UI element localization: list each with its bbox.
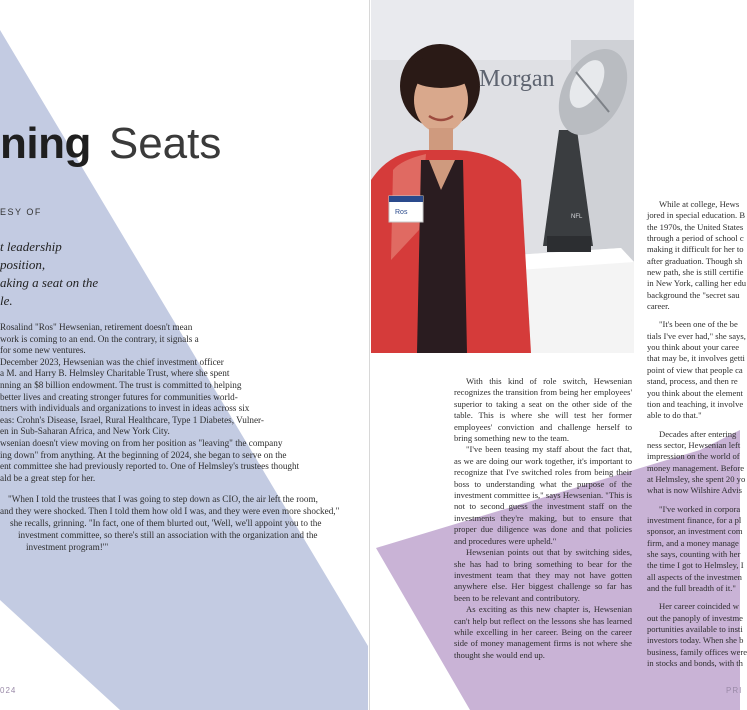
body-line: December 2023, Hewsenian was the chief investment officer [0, 356, 224, 367]
body-line: wsenian doesn't view moving on from her position as "leaving" the company [0, 437, 283, 448]
col-line: all aspects of the investmen [647, 571, 742, 582]
col-line: money management. Before [647, 462, 745, 473]
col-line: the 1970s, the United States [647, 221, 744, 232]
col-line: new path, she is still certifie [647, 267, 744, 278]
quote-line: "When I told the trustees that I was going to step down as CIO, the air left the room, [8, 494, 318, 504]
col-line: after graduation. Though sh [647, 255, 743, 266]
col-line: background the "secret sau [647, 289, 740, 300]
article-deck [0, 238, 110, 310]
body-line: eas: Crohn's Disease, Israel, Rural Healthcare, Type 1 Diabetes, Vulner- [0, 414, 264, 425]
deck-line: aking a seat on the [0, 275, 99, 290]
col-line: "I've worked in corpora [659, 503, 741, 514]
col-line: business, family offices were [647, 646, 747, 657]
body-line: nning an $8 billion endowment. The trust is committed to helping [0, 379, 242, 390]
photo-credit: ESY OF [0, 207, 42, 217]
col-line: you think about your caree [647, 342, 740, 353]
page-gutter [369, 0, 370, 710]
photo-illustration [371, 0, 634, 353]
col-line: making it difficult for her to [647, 244, 744, 255]
col-line: firm, and a money manage [647, 537, 739, 548]
col-line: While at college, Hews [659, 199, 740, 209]
col-line: jored in special education. B [647, 210, 746, 221]
deck-line: t leadership position, [0, 239, 62, 272]
portrait-photo [371, 0, 634, 353]
col-line: stand, process, and then re [647, 376, 738, 387]
middle-column-text [454, 376, 632, 661]
name-badge-text: Ros [395, 209, 408, 216]
col-line: Decades after entering [659, 428, 737, 439]
left-body-text [0, 322, 300, 484]
col-line: sponsor, an investment com [647, 526, 743, 537]
col-line: in stocks and bonds, with th [647, 658, 743, 669]
page-number-right: PRI [726, 686, 743, 695]
body-line: tners with individuals and organizations to invest in ideas across six [0, 403, 250, 414]
col-line: Her career coincided w [659, 601, 739, 612]
quote-line: and they were shocked. Then I told them how old I was, and they were even more shocked," [0, 506, 340, 516]
body-line: en in Sub-Saharan Africa, and New York City. [0, 426, 170, 437]
headline-bold: ning [0, 119, 91, 168]
col-line: that may be, it involves getti [647, 353, 745, 364]
col-line: and the full breadth of it." [647, 583, 736, 593]
col-line: through a period of school c [647, 233, 744, 244]
body-line: Rosalind "Ros" Hewsenian, retirement doesn't mean [0, 322, 193, 332]
paragraph: Hewsenian points out that by switching sides, she has had to bring something to bear for the investment team that they may not have gotten anywhere else. Her biggest challenge so far has been to be relevant and contributory. [454, 547, 632, 603]
col-line: investors today. When she b [647, 635, 744, 646]
col-line: you think about the element [647, 387, 743, 398]
col-line: tials I've ever had," she says, [647, 330, 746, 341]
col-line: at Helmsley, she spent 20 yo [647, 473, 746, 484]
col-line: "It's been one of the be [659, 319, 738, 330]
col-line: impression on the world of [647, 451, 740, 462]
paragraph: With this kind of role switch, Hewsenian recognizes the transition from being her employees' superior to taking a seat on the other side of the table. This is where she will test her former employees' conviction and challenge herself to bring something new to the team. [454, 376, 632, 444]
col-line: the time I got to Helmsley, I [647, 560, 744, 571]
body-line: ent committee she had previously reported to. One of Helmsley's trustees thought [0, 461, 300, 472]
article-headline [0, 119, 222, 168]
headline-light: Seats [108, 119, 222, 168]
col-line: investment finance, for a pl [647, 514, 742, 525]
col-line: tion and teaching, it involve [647, 398, 744, 409]
paragraph: As exciting as this new chapter is, Hewsenian can't help but reflect on the lessons she has learned while excelling in her career. Being on the career side of money management firms is not where she thought she would end up. [454, 604, 632, 660]
col-line: career. [647, 301, 670, 312]
col-line: able to do that." [647, 410, 702, 421]
col-line: she says, counting with her [647, 548, 741, 559]
right-column-text [647, 199, 747, 669]
paragraph: "I've been teasing my staff about the fact that, as we are doing our work together, it's important to recognize that I've switched roles from being their boss to understanding what the purpose of the investment committee is," says Hewsenian. "This is not to second guess the investment staff on the investments they're making, but to ensure that proper due diligence was done and that policies and procedures were upheld." [454, 444, 632, 546]
deck-line: le. [0, 293, 13, 308]
trophy-logo-text: NFL [571, 214, 583, 220]
body-line: ing down" from anything. At the beginning of 2024, she began to serve on the [0, 449, 287, 460]
col-line: what is now Wilshire Advis [647, 485, 742, 496]
body-line: ald be a great step for her. [0, 472, 96, 483]
backdrop-sign: Morgan [479, 66, 555, 92]
quote-line: she recalls, grinning. "In fact, one of them blurted out, 'Well, we'll appoint you to the [10, 518, 322, 528]
quote-line: investment committee, so there's still an association with the organization and the [18, 530, 318, 540]
body-line: a M. and Harry B. Helmsley Charitable Trust, where she spent [0, 368, 230, 379]
col-line: out the panoply of investme [647, 612, 743, 623]
body-line: work is coming to an end. On the contrary, it signals a [0, 333, 199, 344]
col-line: ness sector, Hewsenian left [647, 439, 741, 450]
body-line: for some new ventures. [0, 345, 86, 356]
col-line: portunities available to insti [647, 624, 743, 635]
quote-line: investment program!'" [26, 542, 109, 552]
col-line: in New York, calling her edu [647, 278, 747, 289]
body-line: better lives and creating stronger futures for communities world- [0, 391, 238, 402]
col-line: point of view that people ca [647, 364, 743, 375]
page-number-left: 024 [0, 686, 17, 695]
